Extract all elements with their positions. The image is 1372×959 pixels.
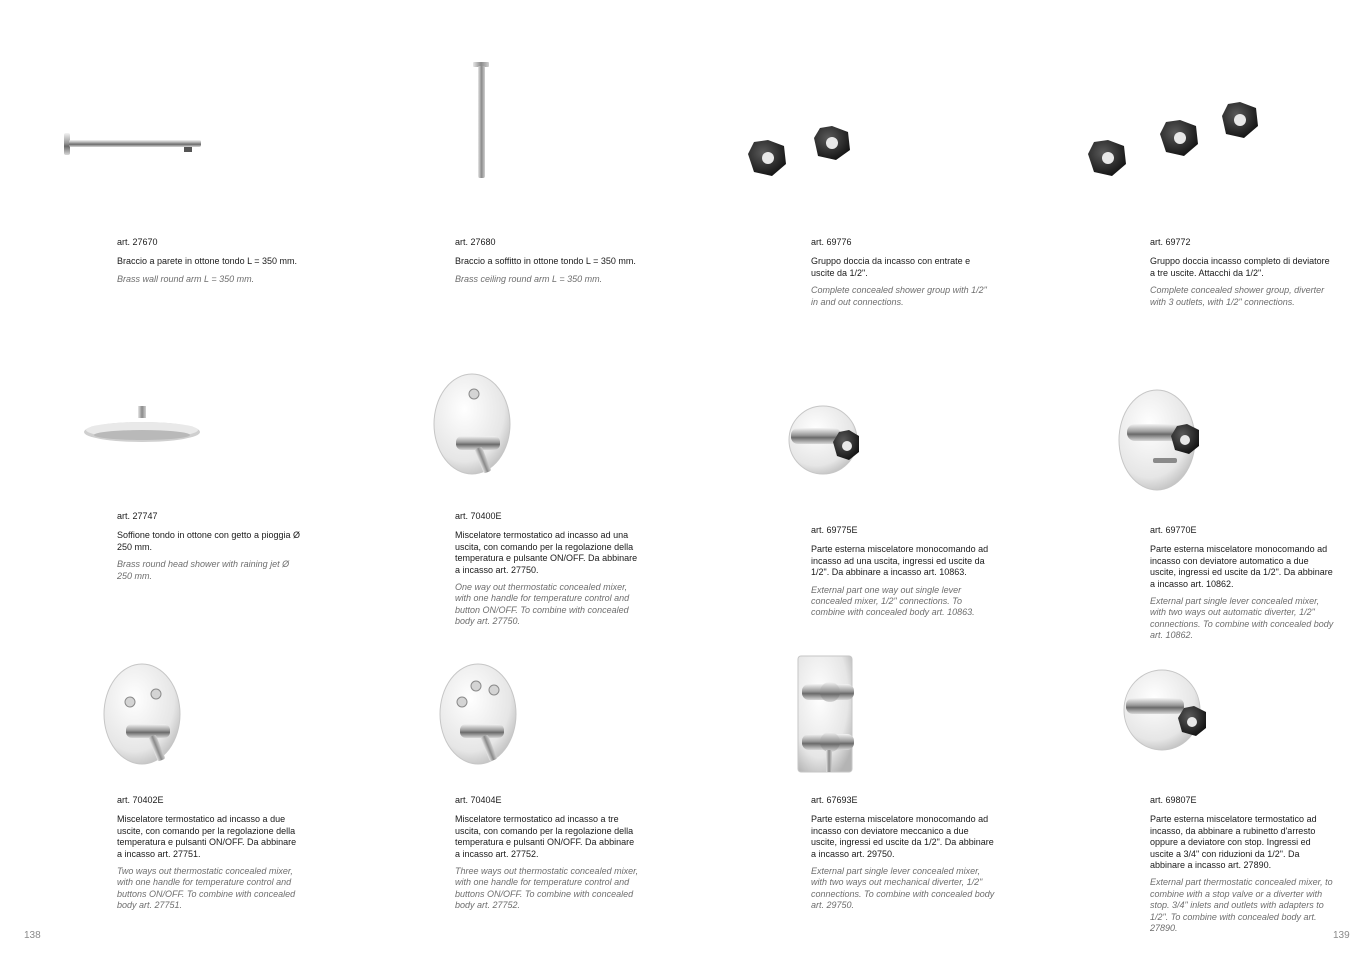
article-number: art. 27680 xyxy=(455,237,496,247)
article-number: art. 70404E xyxy=(455,795,502,805)
article-number: art. 69775E xyxy=(811,525,858,535)
description-english: Two ways out thermostatic concealed mixer, with one handle for temperature control and buttons ON/OFF. To combine with concealed body art. 27751. xyxy=(117,866,296,911)
description-english: Three ways out thermostatic concealed mixer, with one handle for temperature control and buttons ON/OFF. To combine with concealed body art. 27752. xyxy=(455,866,639,911)
ceiling-shower-arm-image xyxy=(470,60,494,182)
product-caption xyxy=(811,795,996,912)
article-number: art. 70400E xyxy=(455,511,502,521)
description-italian: Parte esterna miscelatore monocomando ad incasso ad una uscita, ingressi ed uscite da 1/2". Da abbinare a incasso art. 10863. xyxy=(811,544,989,578)
description-english: External part single lever concealed mixer, with two ways out automatic diverter, 1/2" connections. To combine with concealed body art. 10862. xyxy=(1150,596,1334,641)
description-english: Complete concealed shower group with 1/2" in and out connections. xyxy=(811,285,987,307)
description-english: External part single lever concealed mixer, with two ways out mechanical diverter, 1/2" connections. To combine with concealed body art. 29750. xyxy=(811,866,995,911)
shower-group-three-knobs-image xyxy=(1080,98,1270,186)
article-number: art. 27747 xyxy=(117,511,158,521)
description-english: External part thermostatic concealed mixer, to combine with a stop valve or a diverter with stop. 3/4" inlets and outlets with adapters to 1/2". To combine with concealed body art. 27890. xyxy=(1150,877,1333,934)
description-italian: Gruppo doccia da incasso con entrate e uscite da 1/2". xyxy=(811,256,971,278)
article-number: art. 70402E xyxy=(117,795,164,805)
single-lever-mixer-diverter-image xyxy=(1115,388,1205,494)
description-italian: Miscelatore termostatico ad incasso ad una uscita, con comando per la regolazione della temperatura e pulsante ON/OFF. Da abbinare a incasso art. 27750. xyxy=(455,530,638,575)
description-italian: Miscelatore termostatico ad incasso a due uscite, con comando per la regolazione della temperatura e pulsanti ON/OFF. Da abbinare a incasso art. 27751. xyxy=(117,814,297,859)
description-italian: Gruppo doccia incasso completo di deviatore a tre uscite. Attacchi da 1/2". xyxy=(1150,256,1330,278)
product-caption xyxy=(1150,795,1335,934)
description-english: Complete concealed shower group, diverter with 3 outlets, with 1/2" connections. xyxy=(1150,285,1325,307)
product-caption xyxy=(117,511,302,582)
single-lever-mixer-one-way-image xyxy=(785,402,865,478)
thermostatic-mixer-two-ways-image xyxy=(100,662,190,770)
product-caption xyxy=(1150,525,1335,642)
article-number: art. 69807E xyxy=(1150,795,1197,805)
product-caption xyxy=(455,795,640,912)
thermostatic-mixer-three-ways-image xyxy=(436,662,526,770)
product-caption xyxy=(1150,237,1335,308)
page-number-left: 138 xyxy=(24,930,41,941)
shower-group-two-knobs-image xyxy=(740,120,860,185)
description-italian: Braccio a soffitto in ottone tondo L = 350 mm. xyxy=(455,256,636,267)
thermostatic-mixer-external-part-image xyxy=(1120,666,1210,756)
article-number: art. 67693E xyxy=(811,795,858,805)
article-number: art. 69770E xyxy=(1150,525,1197,535)
description-italian: Braccio a parete in ottone tondo L = 350 mm. xyxy=(117,256,298,267)
description-italian: Parte esterna miscelatore termostatico ad incasso, da abbinare a rubinetto d'arresto oppure a deviatore con stop. Ingressi ed uscite a 3/4" con riduzioni da 1/2". Da abbinare a incasso art. 27890. xyxy=(1150,814,1317,871)
description-english: External part one way out single lever concealed mixer, 1/2" connections. To combine with concealed body art. 10863. xyxy=(811,584,975,618)
thermostatic-mixer-one-way-image xyxy=(430,372,520,482)
description-italian: Soffione tondo in ottone con getto a pioggia Ø 250 mm. xyxy=(117,530,300,552)
description-english: Brass wall round arm L = 350 mm. xyxy=(117,273,255,284)
product-caption xyxy=(811,525,996,619)
description-english: One way out thermostatic concealed mixer, with one handle for temperature control and button ON/OFF. To combine with concealed body art. 27750. xyxy=(455,582,630,627)
page-number-right: 139 xyxy=(1333,930,1350,941)
round-head-shower-image xyxy=(82,402,202,450)
product-caption xyxy=(455,511,640,628)
description-italian: Parte esterna miscelatore monocomando ad incasso con deviatore meccanico a due uscite, ingressi ed uscite da 1/2". Da abbinare a incasso art. 29750. xyxy=(811,814,994,859)
article-number: art. 27670 xyxy=(117,237,158,247)
description-english: Brass round head shower with raining jet Ø 250 mm. xyxy=(117,559,290,581)
description-italian: Miscelatore termostatico ad incasso a tre uscita, con comando per la regolazione della temperatura e pulsanti ON/OFF. Da abbinare a incasso art. 27752. xyxy=(455,814,635,859)
description-english: Brass ceiling round arm L = 350 mm. xyxy=(455,273,603,284)
product-caption xyxy=(811,237,996,308)
product-caption xyxy=(117,795,302,912)
mixer-mechanical-diverter-image xyxy=(792,652,858,776)
wall-shower-arm-image xyxy=(60,125,210,161)
article-number: art. 69776 xyxy=(811,237,852,247)
product-caption xyxy=(117,237,302,285)
description-italian: Parte esterna miscelatore monocomando ad incasso con deviatore automatico a due uscite, ingressi ed uscite da 1/2". Da abbinare a incasso art. 10862. xyxy=(1150,544,1333,589)
article-number: art. 69772 xyxy=(1150,237,1191,247)
product-caption xyxy=(455,237,640,285)
